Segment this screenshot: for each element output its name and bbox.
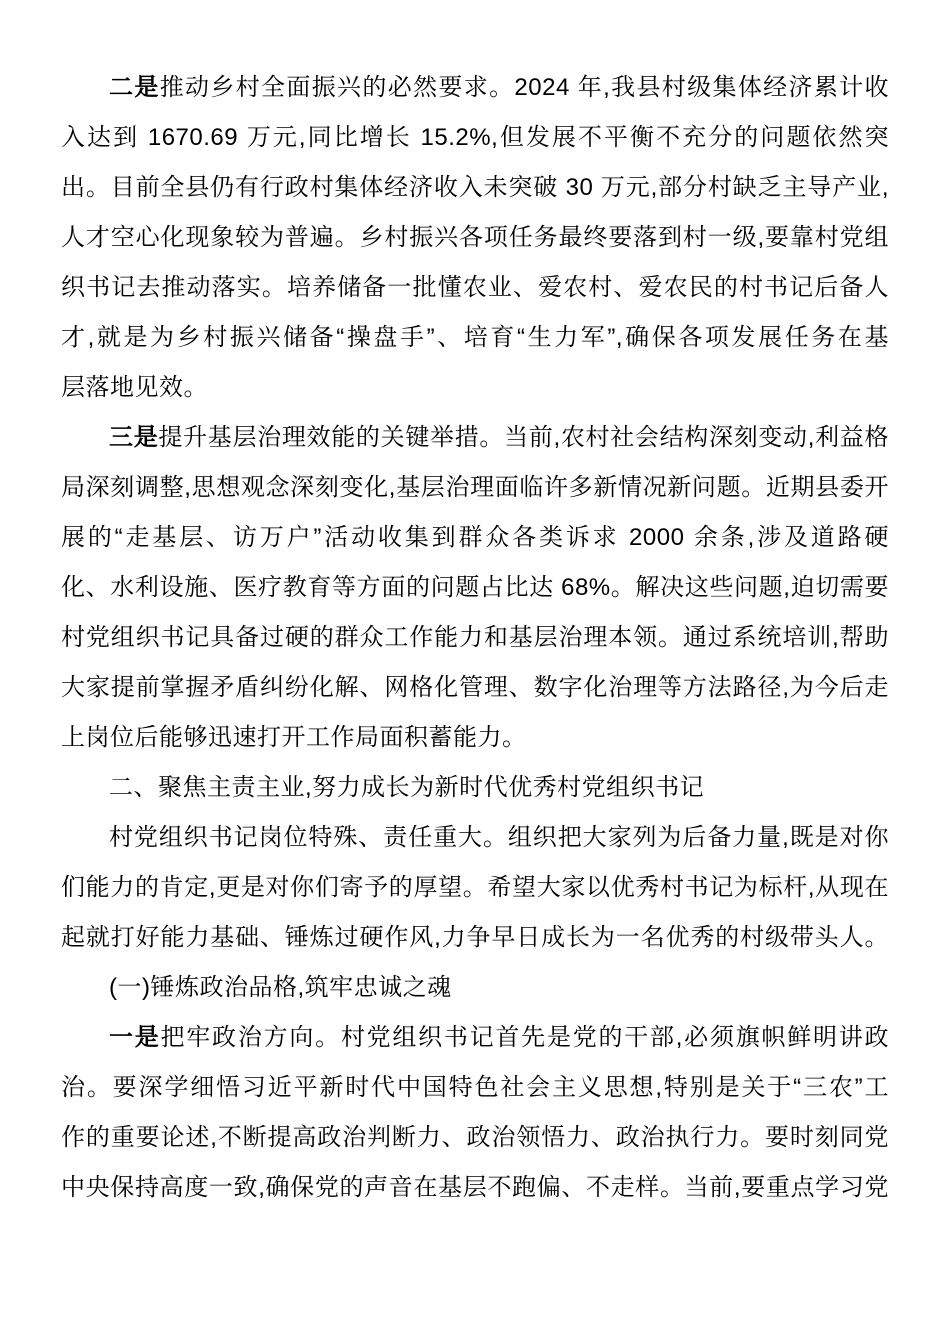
document-line — [61, 1013, 889, 1063]
lead-in-bold: 三是 — [109, 424, 159, 451]
document-line — [61, 113, 889, 163]
line-text: 织书记去推动落实。培养储备一批懂农业、爱农村、爱农民的村书记后备人 — [61, 274, 889, 301]
document-line — [61, 463, 889, 513]
line-text: 出。目前全县仍有行政村集体经济收入未突破 30 万元,部分村缺乏主导产业, — [61, 174, 889, 201]
line-text: 化、水利设施、医疗教育等方面的问题占比达 68%。解决这些问题,迫切需要 — [61, 574, 889, 601]
line-text: 人才空心化现象较为普遍。乡村振兴各项任务最终要落到村一级,要靠村党组 — [61, 224, 889, 251]
document-line — [61, 163, 889, 213]
line-text: (一)锤炼政治品格,筑牢忠诚之魂 — [109, 974, 452, 1001]
document-line — [61, 913, 889, 963]
line-text: 提升基层治理效能的关键举措。当前,农村社会结构深刻变动,利益格 — [158, 424, 889, 451]
line-text: 起就打好能力基础、锤炼过硬作风,力争早日成长为一名优秀的村级带头人。 — [61, 924, 889, 951]
line-text: 局深刻调整,思想观念深刻变化,基层治理面临许多新情况新问题。近期县委开 — [61, 474, 889, 501]
lead-in-bold: 二是 — [109, 74, 160, 101]
line-text: 展的“走基层、访万户”活动收集到群众各类诉求 2000 余条,涉及道路硬 — [61, 524, 889, 551]
document-line — [61, 363, 889, 413]
line-text: 治。要深学细悟习近平新时代中国特色社会主义思想,特别是关于“三农”工 — [61, 1074, 889, 1101]
document-line — [61, 1113, 889, 1163]
document-line — [61, 813, 889, 863]
line-text: 作的重要论述,不断提高政治判断力、政治领悟力、政治执行力。要时刻同党 — [61, 1124, 889, 1151]
line-text: 中央保持高度一致,确保党的声音在基层不跑偏、不走样。当前,要重点学习党 — [61, 1174, 889, 1201]
document-line — [61, 263, 889, 313]
document-line — [61, 63, 889, 113]
line-text: 大家提前掌握矛盾纠纷化解、网格化管理、数字化治理等方法路径,为今后走 — [61, 674, 889, 701]
document-line — [61, 663, 889, 713]
document-line — [61, 313, 889, 363]
line-text: 村党组织书记岗位特殊、责任重大。组织把大家列为后备力量,既是对你 — [109, 824, 889, 851]
document-body — [61, 63, 889, 1213]
document-line — [61, 713, 889, 763]
line-text: 二、聚焦主责主业,努力成长为新时代优秀村党组织书记 — [109, 774, 705, 801]
line-text: 们能力的肯定,更是对你们寄予的厚望。希望大家以优秀村书记为标杆,从现在 — [61, 874, 889, 901]
document-line — [61, 1163, 889, 1213]
line-text: 把牢政治方向。村党组织书记首先是党的干部,必须旗帜鲜明讲政 — [160, 1024, 890, 1051]
line-text: 推动乡村全面振兴的必然要求。2024 年,我县村级集体经济累计收 — [159, 74, 890, 101]
document-line — [61, 413, 889, 463]
line-text: 上岗位后能够迅速打开工作局面积蓄能力。 — [61, 724, 527, 751]
line-text: 才,就是为乡村振兴储备“操盘手”、培育“生力军”,确保各项发展任务在基 — [61, 324, 889, 351]
line-text: 入达到 1670.69 万元,同比增长 15.2%,但发展不平衡不充分的问题依然突 — [61, 124, 889, 151]
document-line — [61, 613, 889, 663]
document-line — [61, 1063, 889, 1113]
document-line — [61, 963, 889, 1013]
document-line — [61, 563, 889, 613]
line-text: 村党组织书记具备过硬的群众工作能力和基层治理本领。通过系统培训,帮助 — [61, 624, 889, 651]
line-text: 层落地见效。 — [61, 374, 208, 401]
lead-in-bold: 一是 — [109, 1024, 161, 1051]
document-line — [61, 213, 889, 263]
document-line — [61, 763, 889, 813]
document-line — [61, 513, 889, 563]
document-line — [61, 863, 889, 913]
